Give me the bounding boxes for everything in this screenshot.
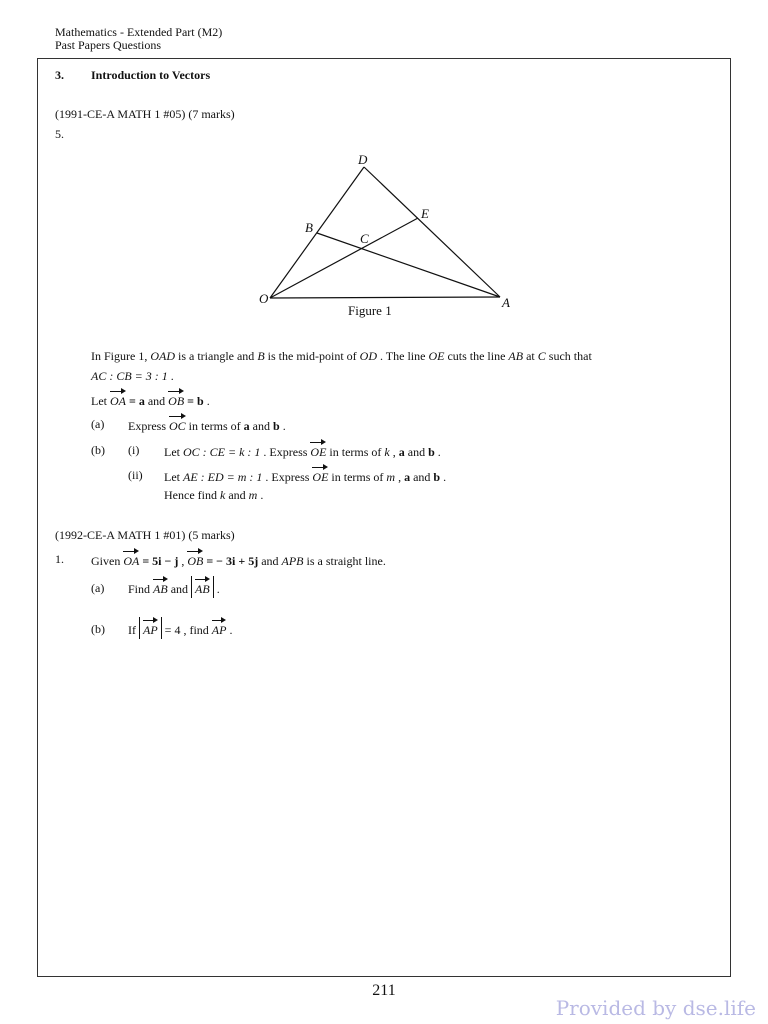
- vector-oa: OA: [110, 390, 126, 408]
- header-title: Mathematics - Extended Part (M2): [55, 25, 223, 39]
- q1-intro-line1: In Figure 1, OAD is a triangle and B is the mid-point of OD . The line OE cuts the line AB at C such that: [91, 349, 592, 363]
- segment-oe: [270, 218, 418, 298]
- q1-part-b-ii-text: Let AE : ED = m : 1 . Express OE in terms of m , a and b .: [164, 466, 446, 484]
- vector-ob: OB: [168, 390, 184, 408]
- q2-part-a-text: Find AB and AB .: [128, 576, 220, 598]
- q1-source: (1991-CE-A MATH 1 #05) (7 marks): [55, 107, 235, 121]
- point-d-label: D: [358, 152, 368, 167]
- q1-part-b-ii-label: (ii): [128, 468, 143, 482]
- figure-1: [0, 0, 768, 330]
- section-title: Introduction to Vectors: [91, 68, 211, 82]
- q1-let-line: Let OA = a and OB = b .: [91, 390, 210, 408]
- vector-oc: OC: [169, 415, 186, 433]
- q2-source: (1992-CE-A MATH 1 #01) (5 marks): [55, 528, 235, 542]
- q2-number: 1.: [55, 552, 64, 566]
- q1-part-a-text: Express OC in terms of a and b .: [128, 415, 286, 433]
- q2-part-b-label: (b): [91, 622, 105, 636]
- watermark: Provided by dse.life: [555, 996, 756, 1020]
- q1-part-b-i-text: Let OC : CE = k : 1 . Express OE in terms of k , a and b .: [164, 441, 441, 459]
- q1-part-b-label: (b): [91, 443, 105, 457]
- segment-oa: [270, 297, 500, 298]
- point-b-label: B: [305, 220, 313, 235]
- vector-oa: OA: [123, 550, 139, 568]
- q2-part-a-label: (a): [91, 581, 105, 595]
- q1-part-b-i-label: (i): [128, 443, 140, 457]
- figure-caption: Figure 1: [348, 303, 392, 318]
- magnitude-ap: AP: [139, 617, 162, 639]
- q1-intro-line2: AC : CB = 3 : 1 .: [91, 369, 174, 383]
- point-a-label: A: [502, 295, 510, 310]
- segment-od: [270, 167, 364, 298]
- point-c-label: C: [360, 231, 369, 246]
- header-subtitle: Past Papers Questions: [55, 38, 161, 52]
- section-number: 3.: [55, 68, 64, 82]
- vector-oe: OE: [312, 466, 328, 484]
- vector-oe: OE: [310, 441, 326, 459]
- q1-part-b-ii-hence: Hence find k and m .: [164, 488, 264, 502]
- q2-given: Given OA = 5i − j , OB = − 3i + 5j and APB is a straight line.: [91, 550, 386, 568]
- segment-da: [364, 167, 500, 297]
- vector-ob: OB: [187, 550, 203, 568]
- q2-part-b-text: If AP = 4 , find AP .: [128, 617, 232, 639]
- q1-part-a-label: (a): [91, 417, 105, 431]
- vector-ab: AB: [153, 578, 168, 596]
- magnitude-ab: AB: [191, 576, 214, 598]
- point-e-label: E: [421, 206, 429, 221]
- point-o-label: O: [259, 291, 269, 306]
- q1-number: 5.: [55, 127, 64, 141]
- segment-ab: [317, 233, 500, 297]
- vector-ap: AP: [212, 619, 227, 637]
- page-number: 211: [372, 982, 396, 999]
